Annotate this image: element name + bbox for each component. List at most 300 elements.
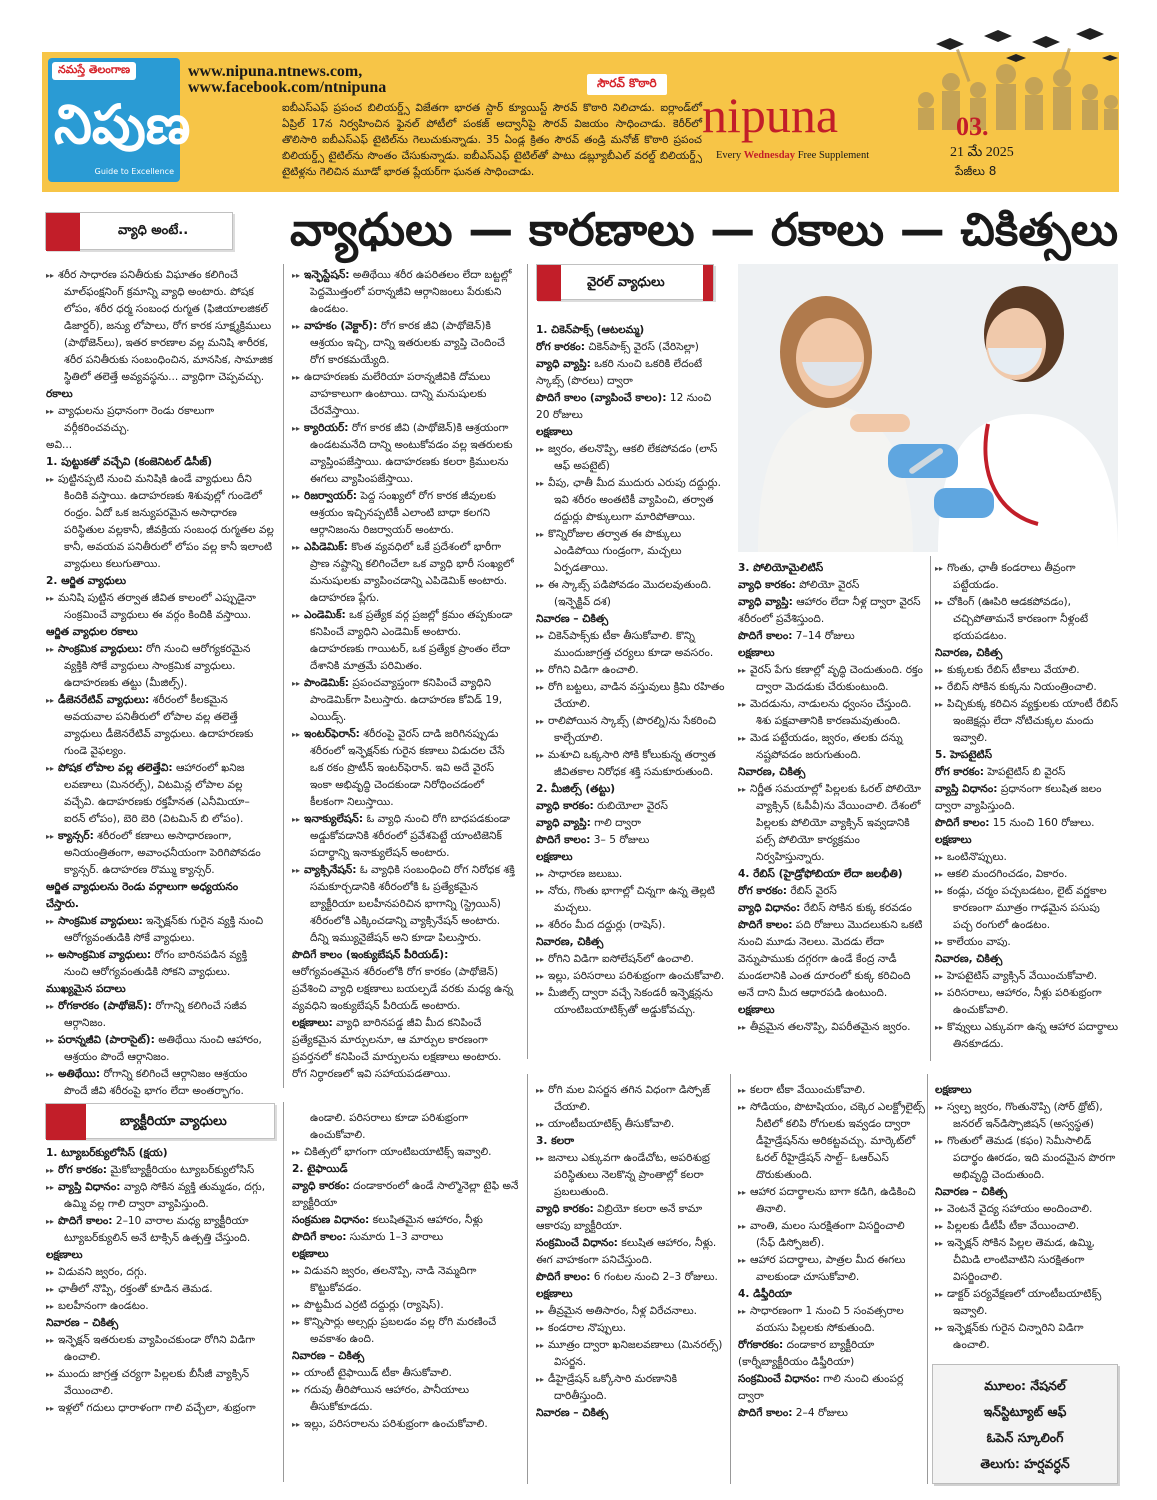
graduates-illustration-icon	[906, 30, 1120, 130]
bullet-item	[738, 662, 926, 696]
text: నివారణ – చికిత్స	[46, 1317, 119, 1329]
text: హెపటైటిస్ వ్యాక్సిన్ వేయించుకోవాలి.	[947, 970, 1098, 982]
bullet-item	[935, 1019, 1121, 1053]
column-divider	[730, 1074, 731, 1484]
bullet-item	[292, 726, 518, 811]
bullet-item	[935, 662, 1121, 679]
bullet-item	[46, 1264, 274, 1281]
text: గొంతులో తెమడ (కఫం) సెమీసాలిడ్ పదార్థం ఊరడం, ఇది మందమైన పొరగా అభివృద్ధి చెందుతుంది.	[947, 1135, 1116, 1181]
text: కొన్నిసార్లు అల్సర్లు ప్రబలడం వల్ల రోగి మరణించే అవకాశం ఉంది.	[304, 1316, 497, 1345]
text: ఒక ప్రత్యేక వర్గ ప్రజల్లో క్రమం తప్పకుండా కనిపించే వ్యాధిని ఎండెమిక్ అంటారు. ఉదాహరణకు గాయిటర్, ఒక ప్రత్యేక ప్రాంతం లేదా దేశానికి మాత్రమే పరిమితం.	[310, 609, 513, 672]
paragraph	[738, 900, 926, 917]
bullet-item	[46, 1066, 274, 1100]
text: వీపు, ఛాతీ మీద ముదురు ఎరుపు దద్దుర్లు. ఇవి శరీరం అంతటికీ వ్యాపించి, తర్వాత దద్దుర్లు పొక్కులుగా మారిపోతాయి.	[548, 477, 721, 523]
bullet-item	[738, 730, 926, 764]
text: పిల్లలకు డీటీపీ టీకా వేయించాలి.	[947, 1220, 1080, 1232]
text: నోరు, గొంతు భాగాల్లో చిన్నగా ఉన్న తెల్లటి మచ్చలు.	[548, 885, 715, 914]
text: 4. డిఫ్తీరియా	[738, 1288, 792, 1300]
text: నివారణ – చికిత్స	[536, 1407, 609, 1419]
subheading	[536, 1286, 726, 1303]
text: మశూచి ఒక్కసారి సోకి కోలుకున్న తర్వాత జీవితకాల నిరోధక శక్తి సమకూరుతుంది.	[548, 749, 716, 778]
bullet-item	[935, 985, 1121, 1019]
news-brief-text: ఐబీఎస్‌ఎఫ్ ప్రపంచ బిలియర్డ్స్ విజేతగా భారత స్టార్ క్యూయిస్ట్ సౌరవ్ కొఠారి నిలిచాడు. ఐర్లాండ్‌లో ఏప్రిల్ 17న నిర్వహించిన ఫైనల్ పోటీలో పంకజ్ అద్వానీపై సౌరవ్ విజయం సాధించాడు. కెరీర్‌లో తొలిసారి ఐబీఎస్‌ఎఫ్ టైటిల్‌ను గెలుచుకున్నాడు. 35 ఏండ్ల క్రితం సౌరవ్ తండ్రి మనోజ్ కొఠారి ప్రపంచ బిలియర్డ్స్ టైటిల్‌ను సొంతం చేసుకున్నాడు. ఐబీఎస్‌ఎఫ్ టైటిల్‌తో పాటు డబ్ల్యూబీఎల్ వరల్డ్ బిలియర్డ్స్ టైటిళ్లను గెలిచిన మూడో భారత ప్లేయర్‌గా ఘనత సాధించాడు.	[282, 102, 702, 178]
bullet-item	[738, 1099, 926, 1184]
bullet-item	[536, 1082, 726, 1116]
subheading	[536, 1133, 726, 1150]
bullet-item	[536, 883, 726, 917]
term-label: వ్యాధి కారకం:	[536, 1203, 594, 1215]
paragraph	[536, 339, 726, 356]
source-line: మూలం: నేషనల్	[984, 1378, 1066, 1393]
subheading	[46, 386, 274, 403]
text: చికిత్సలో భాగంగా యాంటిబయాటిక్స్ ఇవ్వాలి.	[304, 1146, 492, 1158]
text: నివారణ, చికిత్స	[935, 647, 1003, 659]
paragraph	[536, 390, 726, 424]
text: స్వల్ప జ్వరం, గొంతునొప్పి (సోర్ థ్రోట్), జనరల్ ఇన్‌డిస్పొజిషన్ (అస్వస్థత)	[947, 1101, 1103, 1130]
bullet-item	[46, 267, 274, 386]
text: ఆహారం లేదా నీళ్ల ద్వారా వైరస్ శరీరంలో ప్రవేశిస్తుంది.	[738, 596, 921, 625]
text: రుబియోలా వైరస్	[593, 800, 668, 812]
term-label: వ్యాధి వ్యాప్తి:	[536, 358, 591, 370]
text: మూత్రం ద్వారా ఖనిజలవణాలు (మినరల్స్) విసర్జన.	[548, 1339, 723, 1368]
text: బలహీనంగా ఉండటం.	[58, 1300, 149, 1312]
term-label: వ్యాధి వ్యాప్తి:	[738, 596, 793, 608]
bullet-item	[935, 1099, 1121, 1133]
text: ఇన్ఫెక్షన్ సోకిన పిల్లల తెమడ, ఉమ్మి, చీమిడి లాంటివాటిని సురక్షితంగా విసర్జించాలి.	[947, 1237, 1095, 1283]
column-divider	[927, 1074, 928, 1484]
bullet-item	[46, 1162, 274, 1179]
text: గాలి ద్వారా	[590, 817, 641, 829]
logo-wordmark: నిపుణ	[54, 92, 191, 156]
subheading	[536, 424, 726, 441]
bullet-item	[935, 1286, 1121, 1320]
section-heading-viral	[536, 264, 714, 300]
term-label: ఎండెమిక్:	[304, 609, 346, 621]
text: వ్యాధి సోకిన వ్యక్తి తుమ్మడం, దగ్గు, ఉమ్మి వల్ల గాలి ద్వారా వ్యాపిస్తుంది.	[64, 1181, 266, 1210]
subheading	[738, 1286, 926, 1303]
text: ఆర్జిత వ్యాధుల రకాలు	[46, 626, 138, 638]
bullet-item	[935, 1320, 1121, 1354]
text: 12 నుంచి 20 రోజులు	[536, 392, 712, 421]
text: పొట్టమీద ఎర్రటి దద్దుర్లు (ర్యాషెస్).	[304, 1299, 444, 1311]
subheading	[536, 322, 726, 339]
paragraph	[738, 628, 926, 645]
bullet-item	[536, 1320, 726, 1337]
term-label: పరాన్నజీవి (పారాసైట్):	[58, 1034, 155, 1046]
paragraph	[292, 947, 518, 1015]
term-label: ఇనాక్యులేషన్:	[304, 813, 364, 825]
subheading	[46, 879, 274, 913]
term-label: వ్యాప్తి విధానం:	[58, 1181, 121, 1193]
text: 7–14 రోజులు	[792, 630, 855, 642]
text: రేబిస్ వైరస్	[786, 885, 837, 897]
bullet-item	[536, 1371, 726, 1405]
heading-accent	[46, 213, 80, 251]
text: శరీర సాధారణ పనితీరుకు విఘాతం కలిగించే మాల్‌ఫంక్షనింగ్ క్రమాన్ని వ్యాధి అంటారు. పోషక లోపం, శరీర ధర్మ సంబంధ రుగ్మత (ఫిజియాలజికల్ డిజార్డర్), జన్యు లోపాలు, రోగ కారక సూక్ష్మక్రిములు (పాథోజెన్‌లు), ఇతర కారణాల వల్ల మనిషి శారీరక, శరీర పనితీరుకు సంబంధించిన, మానసిక, సామాజిక స్థితిలో తలెత్తే అవ్యవస్థను... వ్యాధిగా చెప్పవచ్చు.	[58, 269, 273, 383]
text: ఇల్లు, పరిసరాలు పరిశుభ్రంగా ఉంచుకోవాలి.	[548, 970, 725, 982]
term-label: పొదిగే కాలం:	[292, 1231, 347, 1243]
bullet-item	[46, 913, 274, 947]
paragraph	[738, 883, 926, 900]
heading-accent	[46, 1104, 86, 1140]
term-label: వ్యాధి వ్యాప్తి:	[536, 817, 591, 829]
tagline-prefix: Every	[716, 150, 744, 161]
news-brief-title: సౌరవ్ కొఠారి	[587, 74, 667, 95]
bullet-item	[292, 1297, 520, 1314]
text: వెంటనే వైద్య సహాయం అందించాలి.	[947, 1203, 1093, 1215]
text: 3. పోలియోమైలిటిస్	[738, 562, 824, 574]
bullet-item	[292, 318, 518, 369]
column-divider	[527, 264, 528, 1059]
bullet-item	[536, 475, 726, 526]
subheading	[935, 951, 1121, 968]
term-label: వ్యాధి కారకం:	[292, 1180, 350, 1192]
text: ఆరోగ్యవంతమైన శరీరంలోకి రోగ కారకం (పాథోజెన్) ప్రవేశించి వ్యాధి లక్షణాలు బయల్పడే వరకు మధ్య ఉన్న వ్యవధిని ఇంక్యుబేషన్ పీరియడ్ అంటారు.	[292, 966, 514, 1012]
text: విడువని జ్వరం, దగ్గు.	[58, 1266, 148, 1278]
text: హెపటైటిస్ బి వైరస్	[983, 766, 1066, 778]
term-label: పొదిగే కాలం:	[58, 1215, 113, 1227]
text: లక్షణాలు	[536, 426, 573, 438]
subheading	[46, 454, 274, 471]
term-label: డీజెనరేటివ్ వ్యాధులు:	[58, 694, 150, 706]
term-label: సంక్రమించే విధానం:	[738, 1373, 820, 1385]
bullet-item	[935, 679, 1121, 696]
text: చికెన్‌పాక్స్ వైరస్ (వేరిసెల్లా)	[584, 341, 699, 353]
text: ఇన్ఫెక్షన్‌కు గురైన వ్యక్తి నుంచి ఆరోగ్యవంతుడికి సోకే వ్యాధులు.	[64, 915, 264, 944]
term-label: రోగకారకం (పాథోజెన్):	[58, 1000, 153, 1012]
bullet-item	[46, 590, 274, 624]
term-label: ఇంటర్‌ఫెరాన్:	[304, 728, 360, 740]
term-label: పొదిగే కాలం (ఇంక్యుబేషన్ పీరియడ్):	[292, 949, 449, 961]
paragraph	[536, 356, 726, 390]
text: 15 నుంచి 160 రోజులు.	[989, 817, 1095, 829]
text: చికెన్‌పాక్స్‌కు టీకా తీసుకోవాలి. కొన్ని ముందుజాగ్రత్త చర్యలు కూడా అవసరం.	[548, 630, 714, 659]
bullet-item	[536, 968, 726, 985]
bullet-item	[46, 760, 274, 828]
term-label: వ్యాధి కారకం:	[536, 800, 594, 812]
text: ఆహారంలో ఖనిజ లవణాలు (మినరల్స్), విటమిన్ల లోపాల వల్ల వచ్చేవి. ఉదాహరణకు రక్తహీనత (ఎనీమియా– ఐరన్ లోపం), బెరి బెరి (విటమిన్ బి లోపం).	[64, 762, 250, 825]
term-label: రోగ కారకం:	[536, 341, 585, 353]
nipuna-logo	[48, 58, 191, 182]
term-label: అసాంక్రమిక వ్యాధులు:	[58, 949, 152, 961]
term-label: లక్షణాలు:	[292, 1017, 333, 1029]
website-url[interactable]: www.nipuna.ntnews.com,	[188, 63, 363, 80]
text: శరీరంలో కీలకమైన అవయవాల పనితీరులో లోపాల వల్ల తలెత్తే వ్యాధులు డీజెనరేటివ్ వ్యాధులు. ఉదాహరణకు గుండె వైఫల్యం.	[64, 694, 254, 757]
text: నివారణ, చికిత్స	[536, 936, 604, 948]
issue-number: 03.	[956, 112, 989, 141]
source-line: ఇన్‌స్టిట్యూట్ ఆఫ్	[983, 1404, 1067, 1419]
text: వైరస్ పేగు కణాల్లో వృద్ధి చెందుతుంది. రక్తం ద్వారా మెదడుకు చేరుకుంటుంది.	[750, 664, 923, 693]
bullet-item	[46, 1366, 274, 1400]
bullet-item	[46, 1213, 274, 1247]
term-label: సంక్రమణ విధానం:	[292, 1214, 370, 1226]
text: కొన్నిరోజుల తర్వాత ఈ పొక్కులు ఎండిపోయి గుండ్రంగా, మచ్చలు ఏర్పడతాయి.	[548, 528, 682, 574]
term-label: వ్యాప్తి విధానం:	[935, 783, 998, 795]
text: 3– 5 రోజులు	[590, 834, 650, 846]
bullet-item	[46, 1332, 274, 1366]
bullet-item	[738, 1019, 926, 1036]
bullet-item	[738, 781, 926, 866]
text: లక్షణాలు	[738, 1004, 775, 1016]
text: రోగ కారక జీవి (పాథోజెన్)కి ఆశ్రయం ఇచ్చి, దాన్ని ఇతరులకు వ్యాప్తి చెందించే రోగ కారకమయ్యేది.	[310, 320, 505, 366]
term-label: పొదిగే కాలం:	[536, 834, 591, 846]
text: అతిథేయి నుంచి ఆహారం, ఆశ్రయం పొందే ఆర్గానిజం.	[64, 1034, 262, 1063]
text: ముందు జాగ్రత్త చర్యగా పిల్లలకు బీసీజీ వ్యాక్సిన్ వేయించాలి.	[58, 1368, 250, 1397]
page-title: వ్యాధులు — కారణాలు — రకాలు — చికిత్సలు	[290, 203, 1119, 256]
text: 1. ట్యూబర్‌క్యులోసిస్ (క్షయ)	[46, 1147, 168, 1159]
bullet-item	[935, 1133, 1121, 1184]
paragraph	[738, 917, 926, 1002]
bullet-item	[292, 488, 518, 539]
text: శరీరంలో కణాలు అసాధారణంగా, అనియంత్రితంగా, అవాంఛనీయంగా పెరిగిపోవడం క్యాన్సర్. ఉదాహరణ రొమ్ము క్యాన్సర్.	[64, 830, 261, 876]
term-label: పొదిగే కాలం:	[536, 1271, 591, 1283]
paragraph	[738, 577, 926, 594]
text: డాక్టర్ పర్యవేక్షణలో యాంటీబయాటిక్స్ ఇవ్వాలి.	[947, 1288, 1102, 1317]
bullet-item	[738, 1252, 926, 1286]
column-bacterial-5	[935, 1082, 1121, 1352]
vaccination-photo-illustration	[738, 264, 1118, 552]
text: 2. ఆర్జిత వ్యాధులు	[46, 575, 127, 587]
column-divider	[283, 1102, 284, 1482]
bullet-item	[935, 1201, 1121, 1218]
text: లక్షణాలు	[292, 1248, 329, 1260]
paragraph	[536, 815, 726, 832]
bullet-item	[292, 1263, 520, 1297]
column-viral-1	[536, 322, 726, 1062]
text: ఓ వ్యాధికి సంబంధించి రోగ నిరోధక శక్తి సమకూర్చడానికి శరీరంలోకి ఓ ప్రత్యేకమైన బ్యాక్టీరియా బలహీనపరిచిన భాగాన్ని (స్ట్రెయిన్) శరీరంలోకి ఎక్కించడాన్ని వ్యాక్సినేషన్ అంటారు. దీన్ని ఇమ్యునైజేషన్ అని కూడా పిలుస్తారు.	[310, 864, 515, 944]
paragraph	[292, 1110, 520, 1144]
bullet-item	[935, 866, 1121, 883]
text: ఒంటినొప్పులు.	[947, 851, 1007, 863]
paragraph	[738, 594, 926, 628]
text: ఒకరి నుంచి ఒకరికి లేదంటే స్కాబ్స్ (పొరలు) ద్వారా	[536, 358, 703, 387]
text: అతిథేయి శరీర ఉపరితలం లేదా బట్టల్లో పెద్దమొత్తంలో పరాన్నజీవి ఆర్గానిజంలు పేరుకుని ఉండటం.	[310, 269, 512, 315]
term-label: రిజర్వాయర్:	[304, 490, 357, 502]
term-label: పొదిగే కాలం:	[738, 1407, 793, 1419]
column-bacterial-1	[46, 1145, 274, 1485]
supplement-tagline	[716, 150, 869, 161]
text: పది రోజులు మొదలుకుని ఒకటి నుంచి మూడు నెలలు. మెదడు లేదా వెన్నుపాముకు దగ్గరగా ఉండే కేంద్ర నాడీ మండలానికి ఎంత దూరంలో కుక్క కరిచింది అనే దాని మీద ఆధారపడి ఉంటుంది.	[738, 919, 923, 999]
text: నివారణ, చికిత్స	[935, 953, 1003, 965]
text: లక్షణాలు	[935, 834, 972, 846]
text: రోగాన్ని కలిగించే ఆర్గానిజం ఆశ్రయం పొందే జీవి శరీరంపై భాగం లేదా అంతర్భాగం.	[64, 1068, 248, 1097]
bullet-item	[46, 471, 274, 573]
bullet-item	[536, 917, 726, 934]
bullet-item	[292, 1416, 520, 1433]
paragraph	[536, 832, 726, 849]
nipuna-wordmark: nipuna	[702, 87, 839, 143]
facebook-url[interactable]: www.facebook.com/ntnipuna	[188, 79, 387, 96]
text: కలుషిత ఆహారం, నీళ్లు. ఈగ వాహకంగా పనిచేస్తుంది.	[536, 1237, 717, 1266]
text: వ్యాధి బారినపడ్డ జీవి మీద కనిపించే ప్రత్యేకమైన మార్పులనూ, ఆ మార్పుల కారణంగా ప్రవర్తనలో కనిపించే మార్పులను లక్షణాలు అంటారు. రోగ నిర్ధారణలో ఇవి సహాయపడతాయి.	[292, 1017, 502, 1080]
text: గాలి నుంచి తుంపర్ల ద్వారా	[738, 1373, 904, 1402]
paragraph	[292, 1178, 520, 1212]
text: ఉండాలి. పరిసరాలు కూడా పరిశుభ్రంగా ఉంచుకోవాలి.	[310, 1112, 469, 1141]
term-label: రోగ కారకం:	[738, 885, 787, 897]
subheading	[935, 645, 1121, 662]
tagline-suffix: Free Supplement	[795, 150, 870, 161]
term-label: ఎపిడెమిక్:	[304, 541, 348, 553]
bullet-item	[292, 862, 518, 947]
bullet-item	[536, 526, 726, 577]
bullet-item	[46, 692, 274, 760]
text: లక్షణాలు	[536, 851, 573, 863]
text: నివారణ – చికిత్స	[292, 1350, 365, 1362]
text: కలరా టీకా వేయించుకోవాలి.	[750, 1084, 866, 1096]
bullet-item	[536, 1337, 726, 1371]
text: కలుషితమైన ఆహారం, నీళ్లు	[369, 1214, 483, 1226]
term-label: క్యాన్సర్:	[58, 830, 94, 842]
column-divider	[283, 264, 284, 1088]
subheading	[935, 1082, 1121, 1099]
column-viral-3	[935, 560, 1121, 1060]
column-viral-2	[738, 560, 926, 1060]
term-label: పొదిగే కాలం:	[738, 919, 793, 931]
text: ఇన్ఫెక్షన్‌కు గురైన చిన్నారిని విడిగా ఉంచాలి.	[947, 1322, 1084, 1351]
bullet-item	[935, 1218, 1121, 1235]
text: గొంతు, ఛాతీ కండరాలు తీవ్రంగా పట్టేయడం.	[947, 562, 1076, 591]
paragraph	[536, 1235, 726, 1269]
issue-date: 21 మే 2025	[950, 145, 1014, 160]
bullet-item	[292, 1314, 520, 1348]
text: పోలియో వైరస్	[795, 579, 860, 591]
paragraph	[536, 798, 726, 815]
text: రోగాన్ని కలిగించే సజీవ ఆర్గానిజం.	[64, 1000, 247, 1029]
text: డీహైడ్రేషన్ ఒక్కోసారి మరణానికి దారితీస్తుంది.	[548, 1373, 678, 1402]
bullet-item	[292, 675, 518, 726]
heading-accent	[703, 265, 713, 301]
text: దండాకార బ్యాక్టీరియా (కార్నీబ్యాక్టీరియం డిఫ్తీరియా)	[738, 1339, 875, 1368]
text: ఆర్జిత వ్యాధులను రెండు వర్గాలుగా అధ్యయనం చేస్తారు.	[46, 881, 239, 910]
text: ఆకలి మందగించడం, వికారం.	[947, 868, 1068, 880]
text: ఛాతీలో నొప్పి, రక్తంతో కూడిన తెమడ.	[58, 1283, 213, 1295]
bullet-item	[738, 1082, 926, 1099]
text: రోగిని విడిగా ఐసోలేషన్‌లో ఉంచాలి.	[548, 953, 694, 965]
text: గదువు తీరిపోయిన ఆహారం, పానీయాలు తీసుకోకూడదు.	[304, 1384, 470, 1413]
logo-subtitle: Guide to Excellence	[94, 167, 174, 176]
bullet-item	[292, 607, 518, 675]
text: కండ్లు, చర్మం పచ్చబడటం, లైట్ వర్ణకాల కారణంగా మూత్రం గాఢమైన పసుపు పచ్చ రంగులో ఉండటం.	[947, 885, 1107, 931]
bullet-item	[738, 1218, 926, 1252]
text: లక్షణాలు	[536, 1288, 573, 1300]
text: విబ్రియో కలరా అనే కామా ఆకారపు బ్యాక్టీరియా.	[536, 1203, 703, 1232]
bullet-item	[738, 1303, 926, 1337]
bullet-item	[46, 1281, 274, 1298]
subheading	[738, 764, 926, 781]
text: నివారణ – చికిత్స	[536, 613, 609, 625]
term-label: పొదిగే కాలం (వ్యాపించే కాలం):	[536, 392, 667, 404]
bullet-item	[46, 1298, 274, 1315]
bullet-item	[536, 679, 726, 713]
bullet-item	[536, 1150, 726, 1201]
text: శరీరంపై వైరస్ దాడి జరిగినప్పుడు శరీరంలో ఇన్ఫెక్షన్‌కు గురైన కణాలు విడుదల చేసే ఒక రకం ప్రొటీన్ ఇంటర్‌ఫెరాన్. ఇవి అదే వైరస్ ఇంకా అభివృద్ధి చెందకుండా నిరోధించడంలో కీలకంగా నిలుస్తాయి.	[310, 728, 505, 808]
term-label: ఇన్ఫెస్టేషన్:	[304, 269, 350, 281]
text: 2–4 రోజులు	[792, 1407, 848, 1419]
subheading	[935, 747, 1121, 764]
column-divider	[527, 1074, 528, 1484]
paragraph	[738, 1405, 926, 1422]
text: సాధారణంగా 1 నుంచి 5 సంవత్సరాల వయసు పిల్లలకు సోకుతుంది.	[750, 1305, 904, 1334]
text: ఇళ్లలో గదులు ధారాళంగా గాలి వచ్చేలా, శుభ్రంగా	[58, 1402, 256, 1414]
text: ఆహార పదార్థాలు, పాత్రల మీద ఈగలు వాలకుండా చూసుకోవాలి.	[750, 1254, 906, 1283]
bullet-item	[935, 560, 1121, 594]
term-label: రోగకారకం:	[738, 1339, 784, 1351]
bullet-item	[536, 866, 726, 883]
bullet-item	[935, 883, 1121, 934]
section-heading-intro	[45, 212, 233, 250]
text: యాంటీబయాటిక్స్ తీసుకోవాలి.	[548, 1118, 675, 1130]
subheading	[536, 849, 726, 866]
bullet-item	[292, 369, 518, 420]
column-bacterial-3	[536, 1082, 726, 1462]
text: రోగ కారక జీవి (పాథోజెన్)కి ఆశ్రయంగా ఉండటమనేది దాన్ని అంటుకోవడం వల్ల ఇతరులకు వ్యాప్తింపజేస్తాయి. ఉదాహరణకు కలరా క్రిములను ఈగలు వ్యాపింపజేస్తాయి.	[310, 422, 513, 485]
column-divider	[930, 556, 931, 1061]
text: శరీరం మీద దద్దుర్లు (రాషెస్).	[548, 919, 666, 931]
text: ఈ స్కాబ్స్ పడిపోవడం మొదలవుతుంది. (ఇన్ఫెక్టివ్ దశ)	[548, 579, 712, 608]
term-label: వ్యాక్సినేషన్:	[304, 864, 357, 876]
term-label: సాంక్రమిక వ్యాధులు:	[58, 915, 143, 927]
text: 1. పుట్టుకతో వచ్చేవి (కంజెనిటల్ డిసీజ్)	[46, 456, 213, 468]
bullet-item	[46, 947, 274, 981]
bullet-item	[46, 641, 274, 692]
text: జ్వరం, తలనొప్పి, ఆకలి లేకపోవడం (లాస్ ఆఫ్ అపటైట్)	[548, 443, 718, 472]
subheading	[738, 645, 926, 662]
source-credit	[932, 1364, 1118, 1484]
subheading	[935, 1184, 1121, 1201]
page-count: పేజీలు 8	[955, 164, 997, 178]
text: పెద్ద సంఖ్యలో రోగ కారక జీవులకు ఆశ్రయం ఇచ్చినప్పటికీ ఎలాంటి బాధా కలగని ఆర్గానిజంను రిజర్వాయర్ అంటారు.	[310, 490, 496, 536]
text: కొవ్వులు ఎక్కువగా ఉన్న ఆహార పదార్థాలు తినకూడదు.	[947, 1021, 1119, 1050]
text: మనిషి పుట్టిన తర్వాత జీవిత కాలంలో ఎప్పుడైనా సంక్రమించే వ్యాధులు ఈ వర్గం కిందికి వస్తాయి.	[58, 592, 256, 621]
text: రోగం బారినపడిన వ్యక్తి నుంచి ఆరోగ్యవంతుడికి సోకని వ్యాధులు.	[64, 949, 247, 978]
term-label: పొదిగే కాలం:	[738, 630, 793, 642]
subheading	[46, 1247, 274, 1264]
heading-accent	[537, 265, 561, 301]
subheading	[46, 981, 274, 998]
bullet-item	[536, 1116, 726, 1133]
term-label: సంక్రమించే విధానం:	[536, 1237, 618, 1249]
paragraph	[935, 815, 1121, 832]
text: 4. రేబిస్ (హైడ్రోఫోబియా లేదా జలభీతి)	[738, 868, 903, 880]
term-label: వ్యాధి విధానం:	[738, 902, 801, 914]
bullet-item	[536, 713, 726, 747]
text: వ్యాధులను ప్రధానంగా రెండు రకాలుగా వర్గీకరించవచ్చు.	[58, 405, 215, 434]
text: విడువని జ్వరం, తలనొప్పి, నాడి నెమ్మదిగా కొట్టుకోవడం.	[304, 1265, 477, 1294]
text: ప్రధానంగా కలుషిత జలం ద్వారా వ్యాపిస్తుంది.	[935, 783, 1102, 812]
subheading	[536, 1405, 726, 1422]
section-heading-text: వైరల్ వ్యాధులు	[587, 275, 665, 290]
subheading	[46, 1315, 274, 1332]
text: దండాకారంలో ఉండే సాల్మొనెల్లా టైఫి అనే బ్యాక్టీరియా	[292, 1180, 519, 1209]
paragraph	[292, 1212, 520, 1229]
term-label: క్యారియర్:	[304, 422, 349, 434]
text: రాలిపోయిన స్కాబ్స్ (పొరల్ని)ను సేకరించి కాల్చేయాలి.	[548, 715, 717, 744]
text: జనాలు ఎక్కువగా ఉండేచోట, అపరిశుభ్ర పరిస్థితులు నెలకొన్న ప్రాంతాల్లో కలరా ప్రబలుతుంది.	[548, 1152, 710, 1198]
bullet-item	[935, 1235, 1121, 1286]
paragraph	[935, 781, 1121, 815]
paragraph	[935, 764, 1121, 781]
bullet-item	[738, 696, 926, 730]
subheading	[292, 1161, 520, 1178]
bullet-item	[935, 968, 1121, 985]
bullet-item	[292, 267, 518, 318]
masthead	[42, 52, 1119, 192]
text: వాంతి, మలం సురక్షితంగా విసర్జించాలి (సేఫ్ డిస్పోజల్).	[750, 1220, 905, 1249]
paragraph	[738, 1337, 926, 1371]
text: ఆహార పదార్థాలను బాగా కడిగి, ఉడికించి తినాలి.	[750, 1186, 916, 1215]
bullet-item	[46, 1400, 274, 1417]
subheading	[738, 866, 926, 883]
